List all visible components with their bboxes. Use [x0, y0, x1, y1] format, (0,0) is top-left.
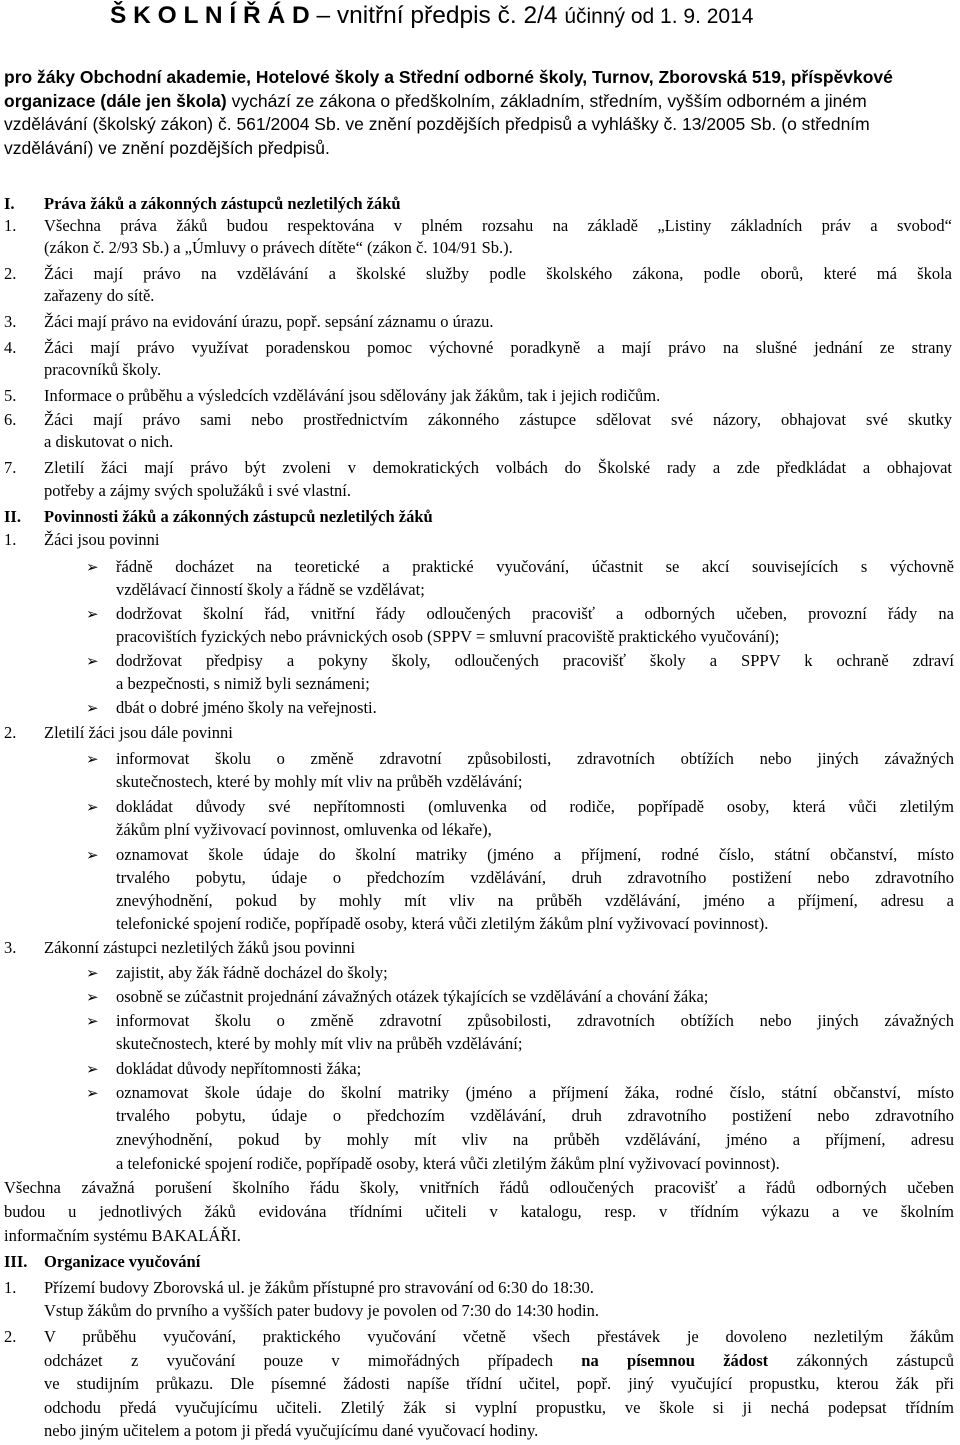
arrow-bullet-icon: ➢	[86, 750, 99, 768]
section3-number: III.	[4, 1252, 28, 1271]
bullet-line: znevýhodnění, pokud by mohly mít vliv na průběh vzdělávání, jméno a příjmení, adresu	[116, 1130, 954, 1149]
bullet-line: trvalého pobytu, údaje o předchozím vzdělávání, druh zdravotního postižení nebo zdravotního	[116, 868, 954, 887]
closing-line: informačním systému BAKALÁŘI.	[4, 1226, 241, 1245]
bullet-line: dodržovat předpisy a pokyny školy, odloučených pracovišť školy a SPPV k ochraně zdraví	[116, 651, 954, 670]
item-line: Žáci mají právo na evidování úrazu, popř. sepsání záznamu o úrazu.	[44, 312, 494, 331]
item-number: 3.	[4, 312, 17, 331]
item-line: Přízemí budovy Zborovská ul. je žákům přístupné pro stravování od 6:30 do 18:30.	[44, 1278, 594, 1297]
arrow-bullet-icon: ➢	[86, 652, 99, 670]
item-number: 6.	[4, 410, 17, 429]
bullet-line: žákům plní vyživovací povinnost, omluvenka od lékaře),	[116, 820, 492, 839]
item-line: V průběhu vyučování, praktického vyučování včetně všech přestávek je dovoleno nezletilým žákům	[44, 1327, 954, 1346]
bullet-line: skutečnostech, které by mohly mít vliv na průběh vzdělávání;	[116, 772, 523, 791]
item-line: Všechna práva žáků budou respektována v plném rozsahu na základě „Listiny základních práv a svobod“	[44, 216, 952, 235]
arrow-bullet-icon: ➢	[86, 699, 99, 717]
arrow-bullet-icon: ➢	[86, 1012, 99, 1030]
closing-line: Všechna závažná porušení školního řádu školy, vnitřních řádů odloučených pracovišť a řádů odborných učeben	[4, 1178, 954, 1197]
section1-number: I.	[4, 194, 15, 213]
arrow-bullet-icon: ➢	[86, 1060, 99, 1078]
arrow-bullet-icon: ➢	[86, 988, 99, 1006]
bullet-line: dokládat důvody své nepřítomnosti (omluvenka od rodiče, popřípadě osoby, která vůči zletilým	[116, 797, 954, 816]
arrow-bullet-icon: ➢	[86, 605, 99, 623]
arrow-bullet-icon: ➢	[86, 798, 99, 816]
item-number: 5.	[4, 386, 17, 405]
item-line: potřeby a zájmy svých spolužáků i své vlastní.	[44, 481, 352, 500]
item-line: odchodu předá vyučujícímu učiteli. Zletilý žák si vyplní propustku, ve škole si ji nechá podepsat třídním	[44, 1398, 954, 1417]
title-effective-date: účinný od 1. 9. 2014	[564, 5, 754, 28]
group-title: Zákonní zástupci nezletilých žáků jsou povinni	[44, 938, 356, 957]
item-line-part: zákonných zástupců	[768, 1351, 954, 1370]
bullet-line: telefonické spojení rodiče, popřípadě osoby, která vůči zletilým žákům plní vyživovací povinnost).	[116, 914, 769, 933]
intro-bold: pro žáky Obchodní akademie, Hotelové školy a Střední odborné školy, Turnov, Zborovská 519, příspěvkové organizace (dále jen škola)	[4, 67, 893, 111]
item-number: 2.	[4, 1327, 17, 1346]
bullet-line: informovat školu o změně zdravotní způsobilosti, zdravotních obtížích nebo jiných závažných	[116, 749, 954, 768]
title-directive: – vnitřní předpis č. 2/4	[309, 2, 565, 29]
item-line-mixed	[44, 1350, 954, 1372]
closing-line: budou u jednotlivých žáků evidována třídními učiteli v katalogu, resp. v třídním výkazu a ve školním	[4, 1202, 954, 1221]
item-line-part: odcházet z vyučování pouze v mimořádných případech	[44, 1351, 582, 1370]
section1-title: Práva žáků a zákonných zástupců nezletilých žáků	[44, 194, 401, 213]
item-line: a diskutovat o nich.	[44, 432, 174, 451]
title-school-rules: Š K O L N Í Ř Á D	[110, 2, 310, 29]
arrow-bullet-icon: ➢	[86, 846, 99, 864]
bullet-line: zajistit, aby žák řádně docházel do školy;	[116, 963, 388, 982]
bullet-line: osobně se zúčastnit projednání závažných otázek týkajících se vzdělávání a chování žáka;	[116, 987, 709, 1006]
item-line: Žáci mají právo sami nebo prostřednictvím zákonného zástupce sdělovat své názory, obhajovat své skutky	[44, 410, 952, 429]
bullet-line: skutečnostech, které by mohly mít vliv na průběh vzdělávání;	[116, 1034, 523, 1053]
arrow-bullet-icon: ➢	[86, 558, 99, 576]
item-line: ve studijním průkazu. Dle písemné žádosti napíše třídní učitel, popř. jiný vyučující propustku, kterou žák při	[44, 1374, 954, 1393]
group-number: 2.	[4, 723, 17, 742]
item-line: (zákon č. 2/93 Sb.) a „Úmluvy o právech dítěte“ (zákon č. 104/91 Sb.).	[44, 238, 513, 257]
bullet-line: oznamovat škole údaje do školní matriky (jméno a příjmení, rodné číslo, státní občanství, místo	[116, 845, 954, 864]
item-number: 2.	[4, 264, 17, 283]
group-title: Žáci jsou povinni	[44, 530, 160, 549]
item-number: 4.	[4, 338, 17, 357]
bullet-line: pracovištích fyzických nebo právnických osob (SPPV = smluvní pracoviště praktického vyučování);	[116, 627, 780, 646]
bullet-line: informovat školu o změně zdravotní způsobilosti, zdravotních obtížích nebo jiných závažných	[116, 1011, 954, 1030]
item-number: 1.	[4, 1278, 17, 1297]
bullet-line: a telefonické spojení rodiče, popřípadě osoby, která vůči zletilým žákům plní vyživovací povinnost).	[116, 1154, 780, 1173]
group-title: Zletilí žáci jsou dále povinni	[44, 723, 233, 742]
item-line: Žáci mají právo využívat poradenskou pomoc výchovné poradkyně a mají právo na slušné jednání ze strany	[44, 338, 952, 357]
bullet-line: vzdělávací činností školy a řádně se vzdělávat;	[116, 580, 425, 599]
item-line: nebo jiným učitelem a potom ji předá vyučujícímu dané vyučovací hodiny.	[44, 1421, 539, 1440]
section2-title: Povinnosti žáků a zákonných zástupců nezletilých žáků	[44, 507, 433, 526]
document-title	[110, 2, 753, 30]
group-number: 3.	[4, 938, 17, 957]
item-line: Žáci mají právo na vzdělávání a školské služby podle školského zákona, podle oborů, které má škola	[44, 264, 952, 283]
bullet-line: oznamovat škole údaje do školní matriky (jméno a příjmení žáka, rodné číslo, státní občanství, místo	[116, 1083, 954, 1102]
group-number: 1.	[4, 530, 17, 549]
arrow-bullet-icon: ➢	[86, 964, 99, 982]
intro-rest: vychází ze zákona o předškolním, základním, středním, vyšším odborném a jiném vzdělávání (školský zákon) č. 561/2004 Sb. ve znění pozdějších předpisů a vyhlášky č. 13/2005 Sb. (o středním vzdělávání) ve znění pozdějších předpisů.	[4, 90, 870, 158]
item-line: zařazeny do sítě.	[44, 286, 155, 305]
item-number: 7.	[4, 458, 17, 477]
bullet-line: dodržovat školní řád, vnitřní řády odloučených pracovišť a odborných učeben, provozní řády na	[116, 604, 954, 623]
item-line: Vstup žákům do prvního a vyšších pater budovy je povolen od 7:30 do 14:30 hodin.	[44, 1301, 599, 1320]
bullet-line: řádně docházet na teoretické a praktické vyučování, účastnit se akcí souvisejících s výchovně	[116, 557, 954, 576]
section2-number: II.	[4, 507, 21, 526]
arrow-bullet-icon: ➢	[86, 1084, 99, 1102]
intro-paragraph	[4, 66, 954, 160]
item-line: Zletilí žáci mají právo být zvoleni v demokratických volbách do Školské rady a zde předkládat a obhajovat	[44, 458, 952, 477]
bullet-line: dbát o dobré jméno školy na veřejnosti.	[116, 698, 377, 717]
written-request-emphasis: na písemnou žádost	[581, 1351, 769, 1370]
item-line: Informace o průběhu a výsledcích vzdělávání jsou sdělovány jak žákům, tak i jejich rodičům.	[44, 386, 661, 405]
item-number: 1.	[4, 216, 17, 235]
item-line: pracovníků školy.	[44, 360, 162, 379]
bullet-line: trvalého pobytu, údaje o předchozím vzdělávání, druh zdravotního postižení nebo zdravotního	[116, 1106, 954, 1125]
bullet-line: dokládat důvody nepřítomnosti žáka;	[116, 1059, 362, 1078]
bullet-line: a bezpečnosti, s nimiž byli seznámeni;	[116, 674, 370, 693]
bullet-line: znevýhodnění, pokud by mohly mít vliv na průběh vzdělávání, jméno a příjmení, adresu a	[116, 891, 954, 910]
section3-title: Organizace vyučování	[44, 1252, 201, 1271]
